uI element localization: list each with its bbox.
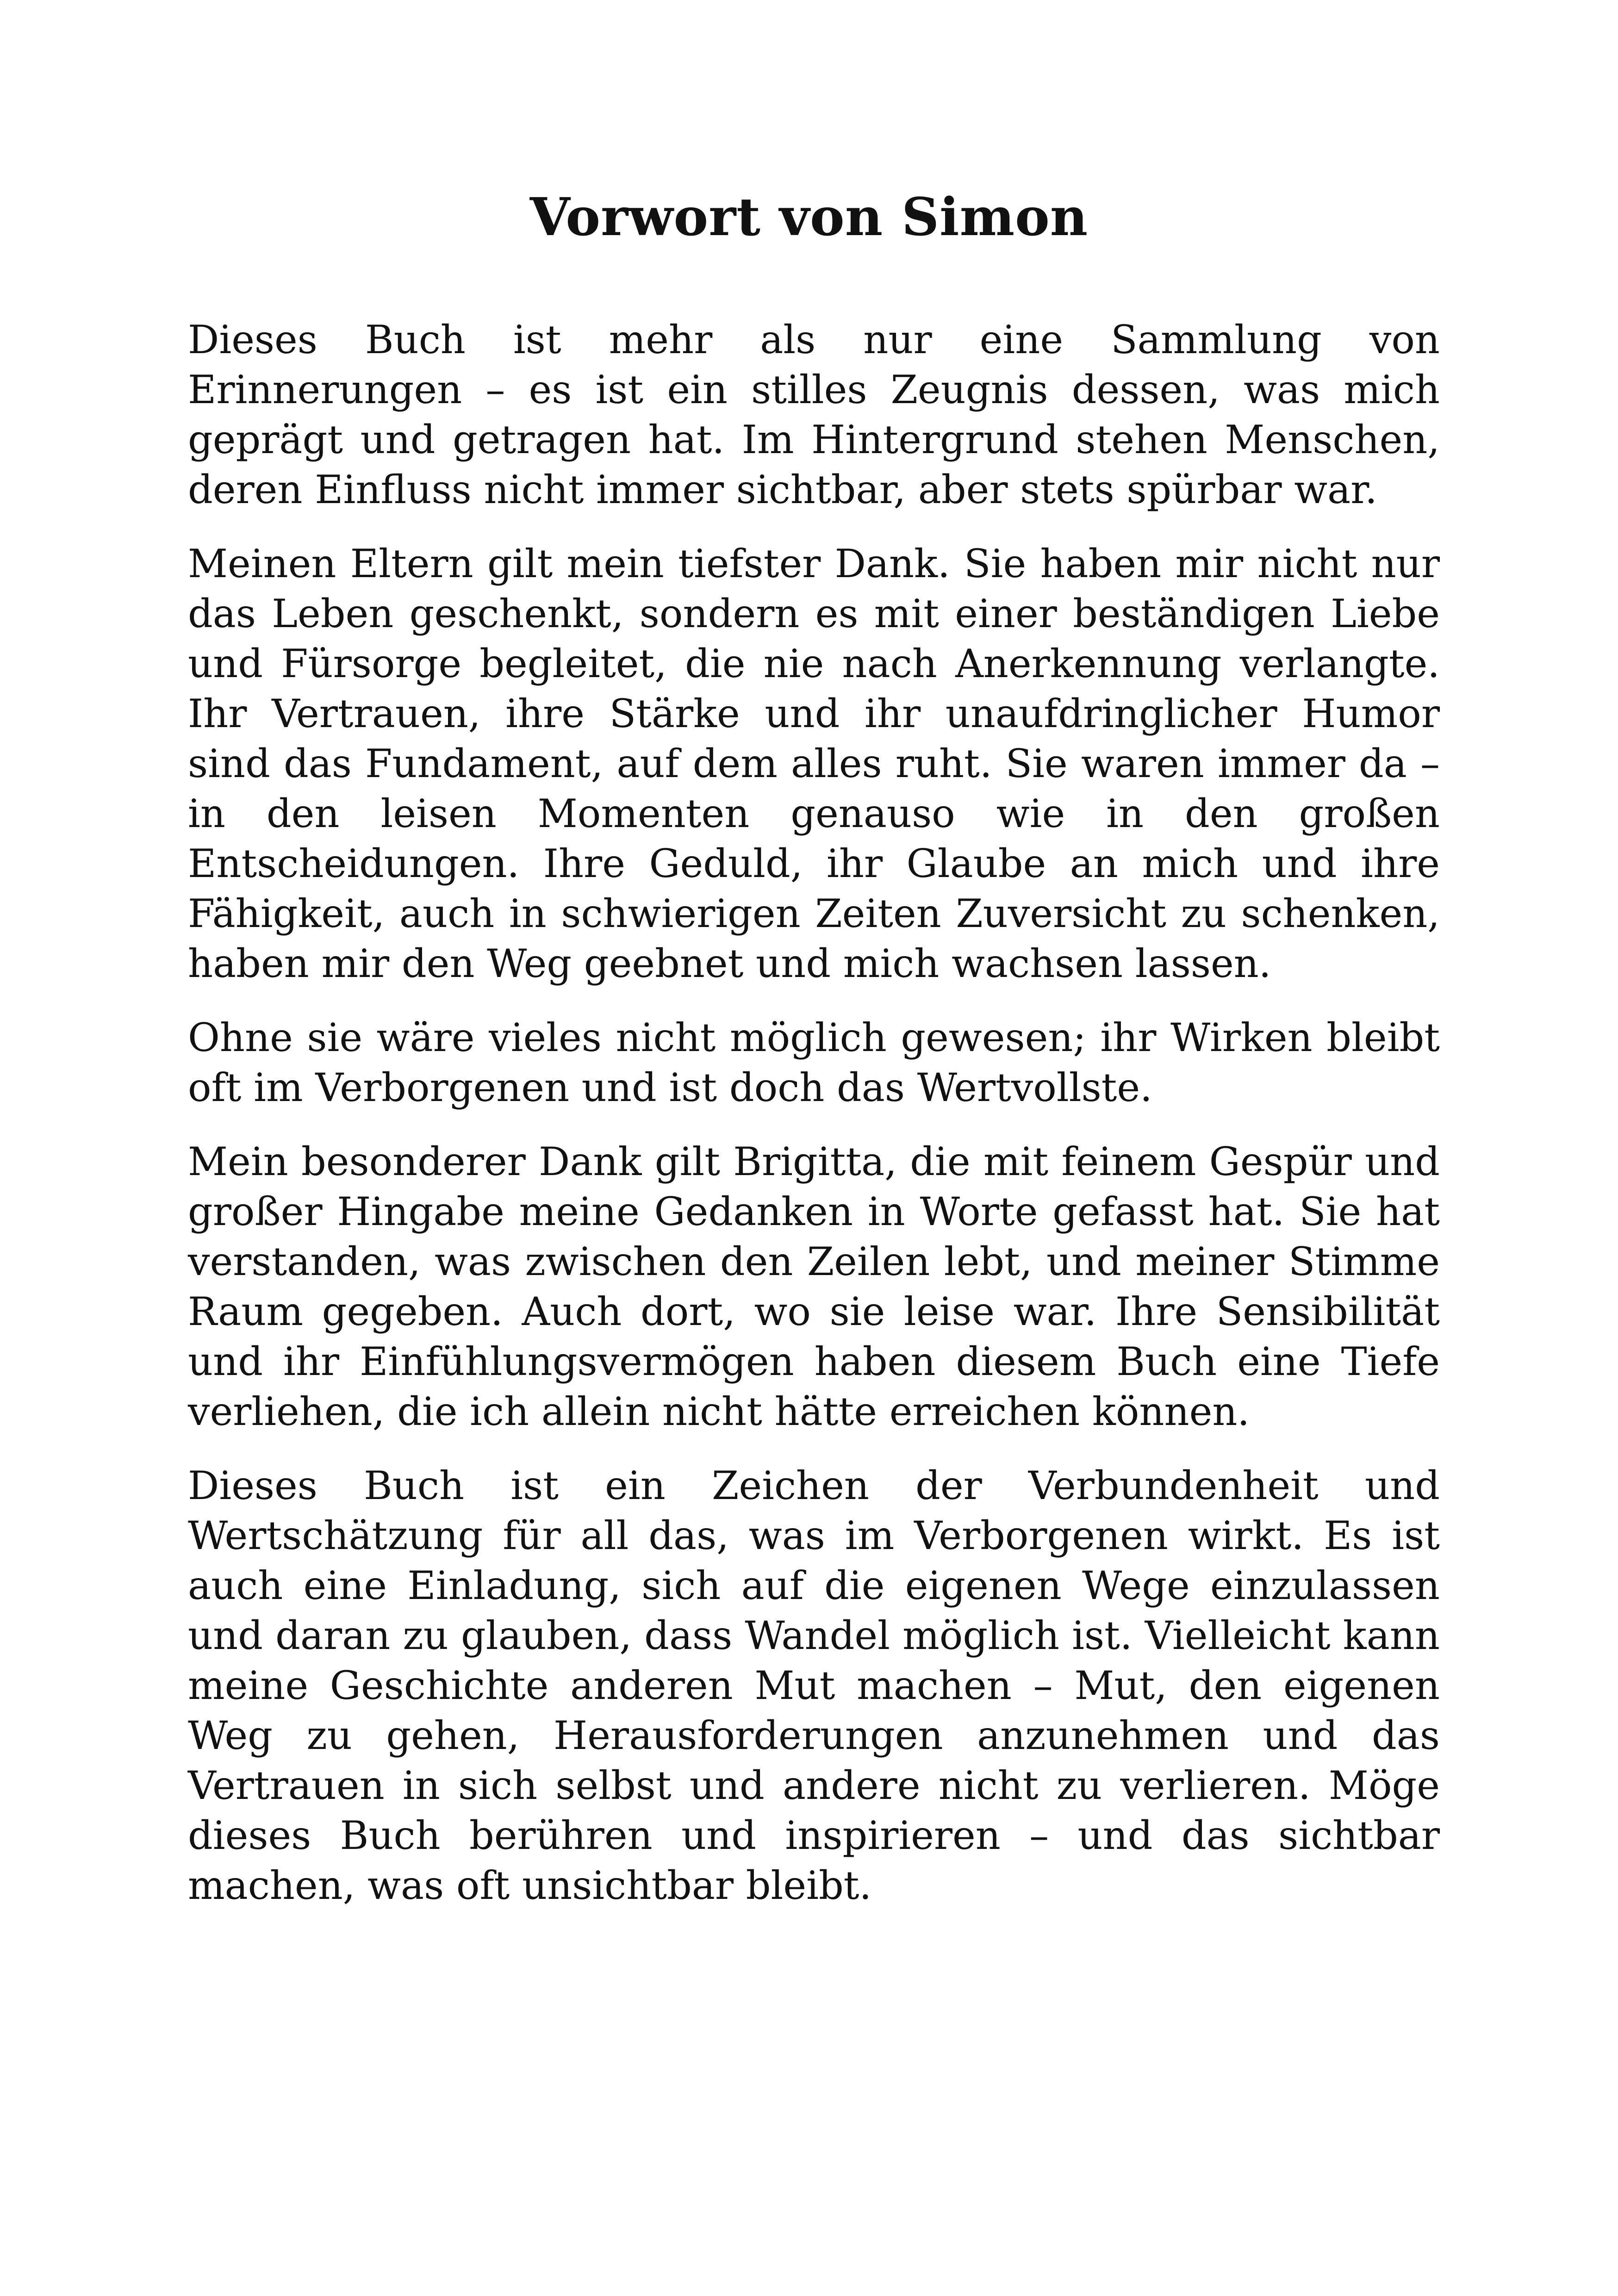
paragraph-3: Ohne sie wäre vieles nicht möglich gewesen; ihr Wirken bleibt oft im Verborgenen und ist doch das Wertvollste. [188, 1015, 1440, 1110]
paragraph-1: Dieses Buch ist mehr als nur eine Sammlung von Erinnerungen – es ist ein stilles Zeugnis dessen, was mich geprägt und getragen hat. Im Hintergrund stehen Menschen, deren Einfluss nicht immer sichtbar, aber stets spürbar war. [188, 317, 1440, 512]
body-text [188, 315, 1440, 1935]
paragraph-5: Dieses Buch ist ein Zeichen der Verbundenheit und Wertschätzung für all das, was im Verborgenen wirkt. Es ist auch eine Einladung, sich auf die eigenen Wege einzulassen und daran zu glauben, dass Wandel möglich ist. Vielleicht kann meine Geschichte anderen Mut machen – Mut, den eigenen Weg zu gehen, Herausforderungen anzunehmen und das Vertrauen in sich selbst und andere nicht zu verlieren. Möge dieses Buch berühren und inspirieren – und das sichtbar machen, was oft unsichtbar bleibt. [188, 1463, 1440, 1908]
paragraph-2: Meinen Eltern gilt mein tiefster Dank. Sie haben mir nicht nur das Leben geschenkt, sondern es mit einer beständigen Liebe und Fürsorge begleitet, die nie nach Anerkennung verlangte. Ihr Vertrauen, ihre Stärke und ihr unaufdringlicher Humor sind das Fundament, auf dem alles ruht. Sie waren immer da – in den leisen Momenten genauso wie in den großen Entscheidungen. Ihre Geduld, ihr Glaube an mich und ihre Fähigkeit, auch in schwierigen Zeiten Zuversicht zu schenken, haben mir den Weg geebnet und mich wachsen lassen. [188, 541, 1440, 986]
paragraph-4: Mein besonderer Dank gilt Brigitta, die mit feinem Gespür und großer Hingabe meine Gedanken in Worte gefasst hat. Sie hat verstanden, was zwischen den Zeilen lebt, und meiner Stimme Raum gegeben. Auch dort, wo sie leise war. Ihre Sensibilität und ihr Einfühlungsvermögen haben diesem Buch eine Tiefe verliehen, die ich allein nicht hätte erreichen können. [188, 1139, 1440, 1434]
page-title: Vorwort von Simon [529, 187, 1089, 248]
